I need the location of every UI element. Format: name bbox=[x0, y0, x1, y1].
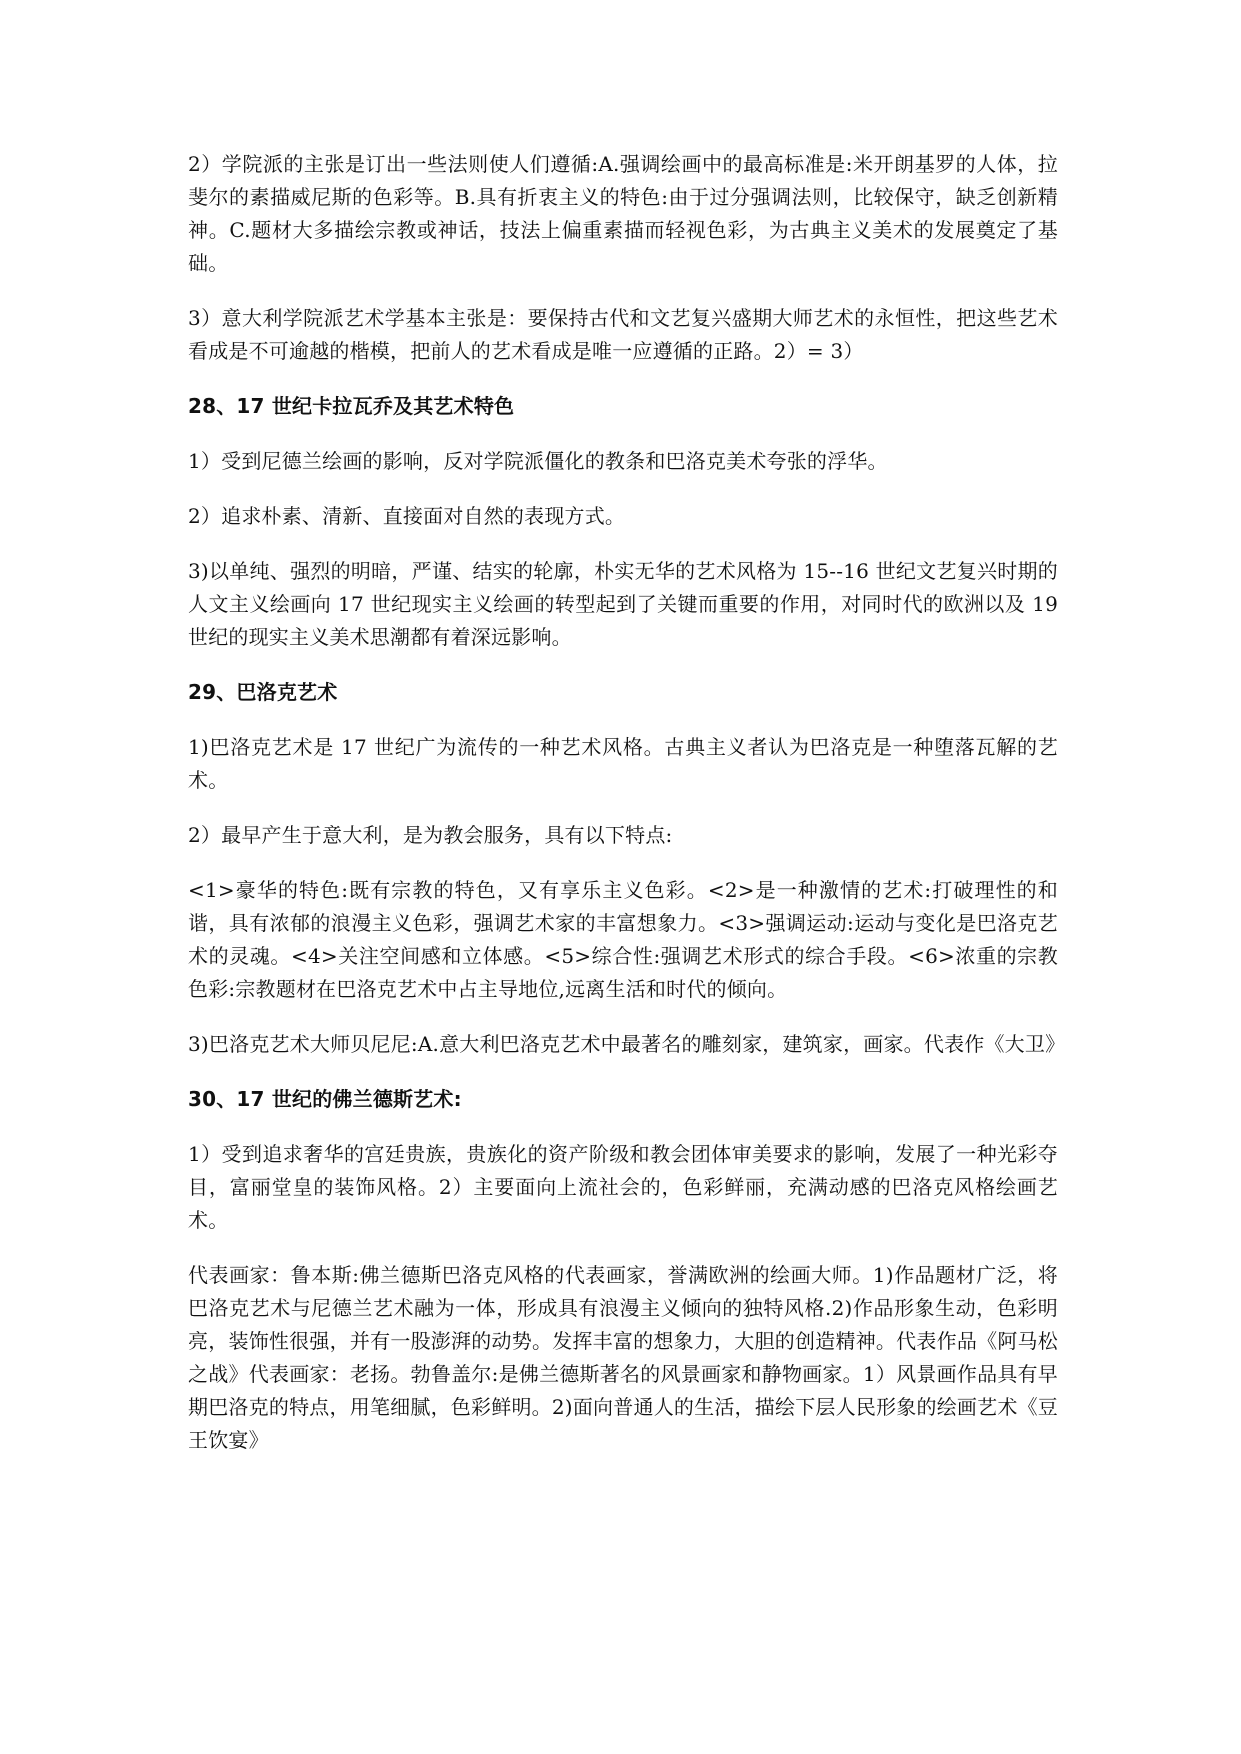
paragraph-baroque-1: 1)巴洛克艺术是 17 世纪广为流传的一种艺术风格。古典主义者认为巴洛克是一种堕落瓦解的艺术。 bbox=[188, 735, 1058, 792]
document-page bbox=[188, 148, 1066, 1457]
paragraph-caravaggio-2: 2）追求朴素、清新、直接面对自然的表现方式。 bbox=[188, 504, 626, 528]
paragraph-caravaggio-3: 3)以单纯、强烈的明暗，严谨、结实的轮廓，朴实无华的艺术风格为 15--16 世纪文艺复兴时期的人文主义绘画向 17 世纪现实主义绘画的转型起到了关键而重要的作用，对同时代的欧洲以及 19 世纪的现实主义美术思潮都有着深远影响。 bbox=[188, 559, 1058, 649]
paragraph-flemish-painters: 代表画家：鲁本斯:佛兰德斯巴洛克风格的代表画家，誉满欧洲的绘画大师。1)作品题材广泛，将巴洛克艺术与尼德兰艺术融为一体，形成具有浪漫主义倾向的独特风格.2)作品形象生动，色彩明亮，装饰性很强，并有一股澎湃的动势。发挥丰富的想象力，大胆的创造精神。代表作品《阿马松之战》代表画家：老扬。勃鲁盖尔:是佛兰德斯著名的风景画家和静物画家。1）风景画作品具有早期巴洛克的特点，用笔细腻，色彩鲜明。2)面向普通人的生活，描绘下层人民形象的绘画艺术《豆王饮宴》 bbox=[188, 1263, 1058, 1452]
paragraph-flemish-1: 1）受到追求奢华的宫廷贵族，贵族化的资产阶级和教会团体审美要求的影响，发展了一种光彩夺目，富丽堂皇的装饰风格。2）主要面向上流社会的，色彩鲜丽，充满动感的巴洛克风格绘画艺术。 bbox=[188, 1142, 1058, 1232]
paragraph-caravaggio-1: 1）受到尼德兰绘画的影响，反对学院派僵化的教条和巴洛克美术夸张的浮华。 bbox=[188, 449, 888, 473]
paragraph-academy-principles: 2）学院派的主张是订出一些法则使人们遵循:A.强调绘画中的最高标准是:米开朗基罗的人体，拉斐尔的素描威尼斯的色彩等。B.具有折衷主义的特色:由于过分强调法则，比较保守，缺乏创新精神。C.题材大多描绘宗教或神话，技法上偏重素描而轻视色彩，为古典主义美术的发展奠定了基础。 bbox=[188, 152, 1058, 275]
paragraph-baroque-features: <1>豪华的特色:既有宗教的特色，又有享乐主义色彩。<2>是一种激情的艺术:打破理性的和谐，具有浓郁的浪漫主义色彩，强调艺术家的丰富想象力。<3>强调运动:运动与变化是巴洛克艺术的灵魂。<4>关注空间感和立体感。<5>综合性:强调艺术形式的综合手段。<6>浓重的宗教色彩:宗教题材在巴洛克艺术中占主导地位,远离生活和时代的倾向。 bbox=[188, 878, 1058, 1001]
paragraph-baroque-2: 2）最早产生于意大利，是为教会服务，具有以下特点: bbox=[188, 823, 673, 847]
paragraph-bernini: 3)巴洛克艺术大师贝尼尼:A.意大利巴洛克艺术中最著名的雕刻家，建筑家，画家。代表作《大卫》 bbox=[188, 1032, 1066, 1056]
heading-section-29: 29、巴洛克艺术 bbox=[188, 680, 338, 704]
heading-section-28: 28、17 世纪卡拉瓦乔及其艺术特色 bbox=[188, 394, 515, 418]
paragraph-italian-academy: 3）意大利学院派艺术学基本主张是：要保持古代和文艺复兴盛期大师艺术的永恒性，把这些艺术看成是不可逾越的楷模，把前人的艺术看成是唯一应遵循的正路。2）= 3） bbox=[188, 306, 1058, 363]
heading-section-30: 30、17 世纪的佛兰德斯艺术: bbox=[188, 1087, 462, 1111]
